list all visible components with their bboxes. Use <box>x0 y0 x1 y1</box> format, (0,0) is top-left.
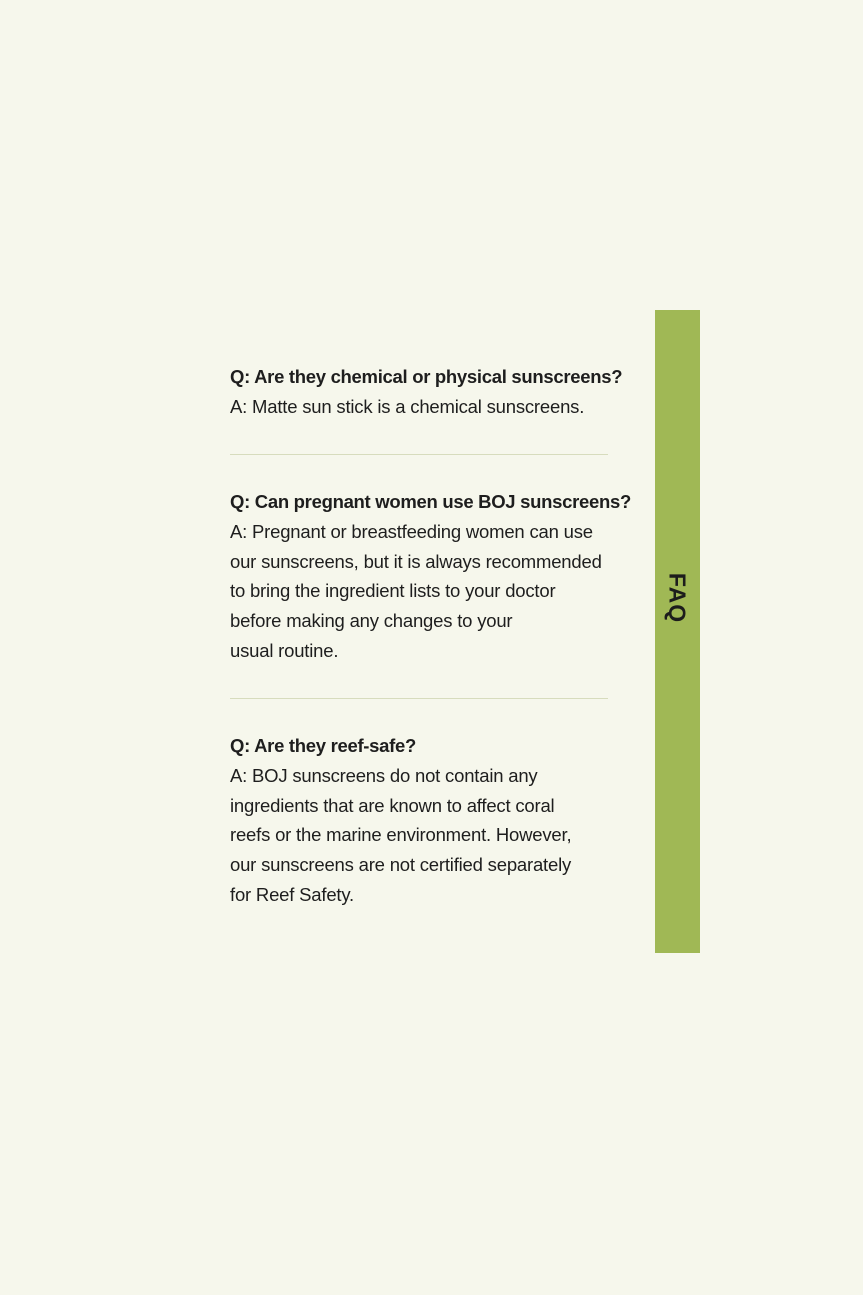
faq-answer-line: usual routine. <box>230 639 339 661</box>
faq-answer-line: our sunscreens, but it is always recommended <box>230 550 602 572</box>
faq-divider <box>230 454 608 455</box>
faq-answer-line: for Reef Safety. <box>230 883 354 905</box>
faq-answer-line: A: BOJ sunscreens do not contain any <box>230 764 538 786</box>
faq-divider <box>230 698 608 699</box>
faq-answer-line: before making any changes to your <box>230 610 513 632</box>
faq-item <box>230 487 631 666</box>
faq-answer <box>230 392 608 422</box>
faq-answer-line: our sunscreens are not certified separately <box>230 854 572 876</box>
faq-answer-line: A: Pregnant or breastfeeding women can use <box>230 520 593 542</box>
faq-answer <box>230 517 608 666</box>
faq-answer <box>230 761 608 910</box>
faq-answer-line: ingredients that are known to affect coral <box>230 794 555 816</box>
faq-tab-label: FAQ <box>664 572 691 624</box>
faq-answer-line: A: Matte sun stick is a chemical sunscreens. <box>230 396 585 417</box>
faq-answer-line: reefs or the marine environment. However, <box>230 824 572 846</box>
faq-question: Q: Are they reef-safe? <box>230 734 416 756</box>
faq-question: Q: Are they chemical or physical sunscreens? <box>230 366 623 387</box>
faq-list <box>230 362 631 910</box>
faq-item <box>230 731 608 910</box>
faq-answer-line: to bring the ingredient lists to your doctor <box>230 580 556 602</box>
faq-sidebar-tab <box>655 310 700 953</box>
faq-item <box>230 362 623 422</box>
faq-question: Q: Can pregnant women use BOJ sunscreens? <box>230 490 631 512</box>
